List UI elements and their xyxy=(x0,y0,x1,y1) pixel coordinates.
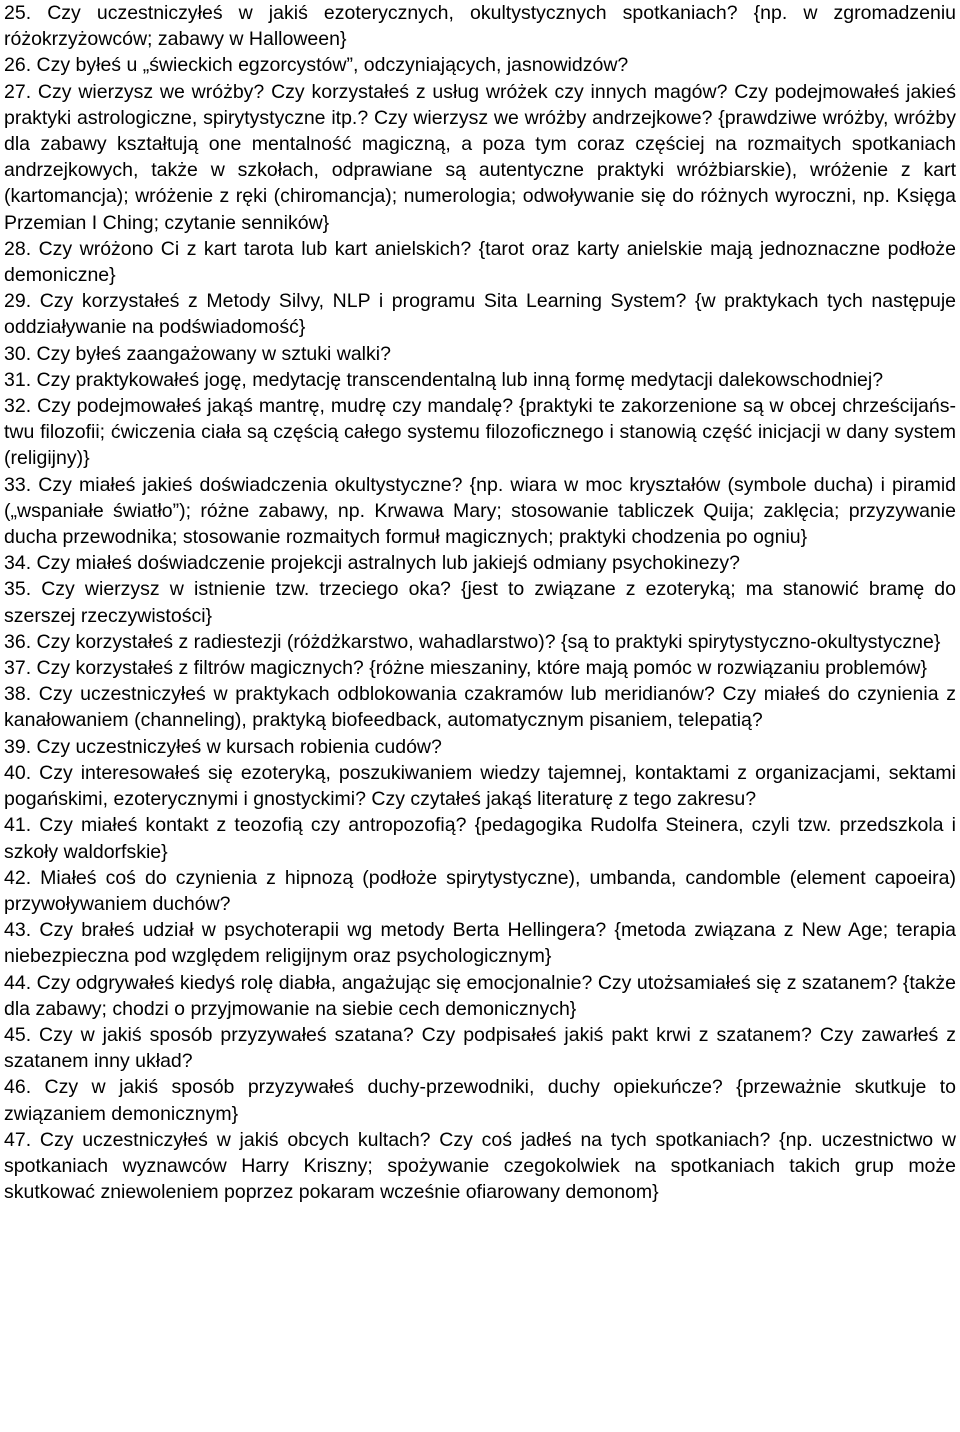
question-29: 29. Czy korzystałeś z Metody Silvy, NLP i programu Sita Learning System? {w praktykach tych następuje oddziaływanie na podświadomość} xyxy=(4,290,956,339)
question-44: 44. Czy odgrywałeś kiedyś rolę diabła, angażując się emocjonalnie? Czy utożsamiałeś się z szatanem? {także dla zabawy; chodzi o przyjmowanie na siebie cech demonicznych} xyxy=(4,971,956,1020)
question-34: 34. Czy miałeś doświadczenie projekcji astralnych lub jakiejś odmiany psychokinezy? xyxy=(4,552,740,575)
question-41: 41. Czy miałeś kontakt z teozofią czy antropozofią? {pedagogika Rudolfa Steinera, czyli tzw. przedszkola i szkoły waldorfskie} xyxy=(4,814,956,863)
question-40: 40. Czy interesowałeś się ezoteryką, poszukiwaniem wiedzy tajemnej, kontaktami z organizacjami, sektami pogańskimi, ezoterycznymi i gnostyckimi? Czy czytałeś jakąś literaturę z tego zakresu? xyxy=(4,761,956,811)
question-47: 47. Czy uczestniczyłeś w jakiś obcych kultach? Czy coś jadłeś na tych spotkaniach? {np. uczestnictwo w spotkaniach wyznawców Harry Kriszny; spożywanie czegokolwiek na spotkaniach takich grup może skutkować zniewoleniem poprzez pokaram wcześnie ofiarowany demonom} xyxy=(4,1128,956,1204)
question-43: 43. Czy brałeś udział w psychoterapii wg metody Berta Hellingera? {metoda związana z New Age; terapia niebezpieczna pod względem religijnym oraz psychologicznym} xyxy=(4,919,956,968)
question-37: 37. Czy korzystałeś z filtrów magicznych? {różne mieszaniny, które mają pomóc w rozwiązaniu problemów} xyxy=(4,657,928,680)
question-35: 35. Czy wierzysz w istnienie tzw. trzeciego oka? {jest to związane z ezoteryką; ma stanowić bramę do szerszej rzeczywistości} xyxy=(4,578,956,627)
question-28: 28. Czy wróżono Ci z kart tarota lub kart anielskich? {tarot oraz karty anielskie mają jednoznaczne podłoże demoniczne} xyxy=(4,237,956,287)
question-45: 45. Czy w jakiś sposób przyzywałeś szatana? Czy podpisałeś jakiś pakt krwi z szatanem? Czy zawarłeś z szatanem inny układ? xyxy=(4,1023,956,1073)
question-42: 42. Miałeś coś do czynienia z hipnozą (podłoże spirytystyczne), umbanda, candomble (element capoeira) przywoływaniem duchów? xyxy=(4,866,956,915)
question-46: 46. Czy w jakiś sposób przyzywałeś duchy-przewodniki, duchy opiekuńcze? {przeważnie skutkuje to związaniem demonicznym} xyxy=(4,1076,956,1125)
question-36: 36. Czy korzystałeś z radiestezji (różdżkarstwo, wahadlarstwo)? {są to praktyki spirytystyczno-okultystyczne} xyxy=(4,630,941,653)
question-31: 31. Czy praktykowałeś jogę, medytację transcendentalną lub inną formę medytacji dalekowschodniej? xyxy=(4,368,884,391)
question-27: 27. Czy wierzysz we wróżby? Czy korzystałeś z usług wróżek czy innych magów? Czy podejmowałeś jakieś praktyki astrologiczne, spirytystyczne itp.? Czy wierzysz we wróżby andrzejkowe? {prawdziwe wróżby, wróżby dla zabawy kształtują one mentalność magiczną, a poza tym coraz częściej na rozmaitych spotkaniach andrzejkowych, także w szkołach, odprawiane są autentyczne praktyki wróżbiarskie), wróżenie z kart (kartomancja); wróżenie z ręki (chiromancja); numerologia; odwoływanie się do różnych wyroczni, np. Księga Przemian I Ching; czytanie senników} xyxy=(4,80,956,234)
question-38: 38. Czy uczestniczyłeś w praktykach odblokowania czakramów lub meridianów? Czy miałeś do czynienia z kanałowaniem (channeling), praktyką biofeedback, automatycznym pisaniem, telepatią? xyxy=(4,683,956,732)
question-25: 25. Czy uczestniczyłeś w jakiś ezoterycznych, okultystycznych spotkaniach? {np. w zgromadzeniu różokrzyżowców; zabawy w Halloween} xyxy=(4,2,956,51)
question-26: 26. Czy byłeś u „świeckich egzorcystów”, odczyniających, jasnowidzów? xyxy=(4,54,629,77)
question-33: 33. Czy miałeś jakieś doświadczenia okultystyczne? {np. wiara w moc kryształów (symbole ducha) i piramid („wspaniałe światło”); różne zabawy, np. Krwawa Mary; stosowanie tabliczek Quija; zaklęcia; przyzywanie ducha przewodnika; stosowanie rozmaitych formuł magicznych; praktyki chodzenia po ogniu} xyxy=(4,473,956,549)
question-32: 32. Czy podejmowałeś jakąś mantrę, mudrę czy mandalę? {praktyki te zakorzenione są w obcej chrześcijaństwu filozofii; ćwiczenia ciała są częścią całego systemu filozoficznego i stanowią część inicjacji w dany system (religijny)} xyxy=(4,395,956,470)
question-39: 39. Czy uczestniczyłeś w kursach robienia cudów? xyxy=(4,735,442,758)
question-30: 30. Czy byłeś zaangażowany w sztuki walki? xyxy=(4,342,391,365)
